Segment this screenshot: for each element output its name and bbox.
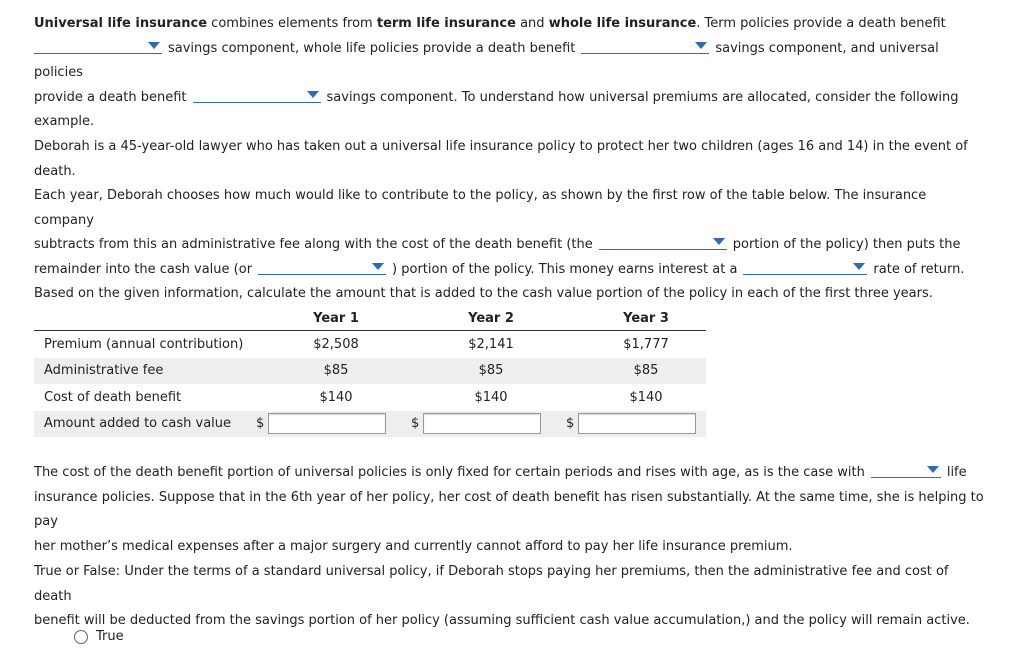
death-benefit-year2: $140: [474, 389, 508, 405]
table-header-spacer: [566, 306, 586, 331]
scenario-text: rate of return.: [873, 261, 965, 277]
intro-text: savings component, whole life policies provide a death benefit: [168, 40, 576, 56]
death-benefit-year1: $140: [319, 389, 353, 405]
policy-type-dropdown[interactable]: [871, 463, 941, 478]
chevron-down-icon: [927, 466, 939, 473]
death-benefit-portion-dropdown[interactable]: [599, 235, 727, 250]
whole-savings-dropdown[interactable]: [581, 39, 709, 54]
cash-value-portion-dropdown[interactable]: [258, 260, 386, 275]
intro-paragraph: [34, 12, 984, 135]
term-savings-dropdown[interactable]: [34, 39, 162, 54]
table-header-blank: [34, 306, 256, 331]
table-row: [34, 358, 706, 385]
intro-text: provide a death benefit: [34, 89, 187, 105]
followup-text: life: [946, 465, 967, 480]
cash-value-input-year1[interactable]: [268, 413, 386, 434]
row-label-death-benefit: Cost of death benefit: [44, 389, 182, 405]
followup-text: The cost of the death benefit portion of universal policies is only fixed for certain periods and rises with age, as is the case with: [34, 465, 865, 480]
chevron-down-icon: [372, 263, 384, 270]
scenario-text: Each year, Deborah chooses how much would like to contribute to the policy, as shown by the first row of the table below. The insurance company: [34, 188, 927, 228]
table-header-gap: [396, 306, 411, 331]
scenario-paragraph: [34, 135, 984, 307]
table-header-spacer: [411, 306, 431, 331]
table-header-year2: Year 2: [431, 306, 551, 331]
question-paragraph: [34, 560, 984, 634]
table-header-spacer: [256, 306, 276, 331]
scenario-text: portion of the policy) then puts the: [732, 237, 961, 252]
chevron-down-icon: [713, 238, 725, 245]
table-header-year1: Year 1: [276, 306, 396, 331]
followup-paragraph: [34, 461, 984, 559]
intro-bold-universal: Universal life insurance: [34, 16, 208, 31]
intro-text: combines elements from: [207, 16, 377, 31]
rate-of-return-dropdown[interactable]: [743, 260, 867, 275]
question-text: benefit will be deducted from the savings portion of her policy (assuming sufficient cash value accumulation,) and the policy will remain active.: [34, 613, 970, 628]
intro-text: example.: [34, 114, 95, 129]
followup-text: insurance policies. Suppose that in the 6th year of her policy, her cost of death benefit has risen substantially. At the same time, she is helping to pay: [34, 489, 984, 529]
premium-year1: $2,508: [313, 336, 359, 352]
chevron-down-icon: [695, 42, 707, 49]
option-true[interactable]: [74, 629, 124, 644]
followup-text: her mother’s medical expenses after a major surgery and currently cannot afford to pay her life insurance premium.: [34, 538, 793, 554]
radio-button-true[interactable]: [74, 630, 88, 644]
question-text: True or False: Under the terms of a standard universal policy, if Deborah stops paying her premiums, then the administrative fee and cost of death: [34, 564, 949, 604]
table-row: [34, 384, 706, 411]
admin-fee-year1: $85: [276, 358, 396, 385]
currency-symbol: $: [411, 416, 420, 432]
premium-allocation-table: [34, 306, 706, 437]
intro-bold-term: term life insurance: [376, 16, 516, 31]
scenario-text: subtracts from this an administrative fee along with the cost of the death benefit (the: [34, 237, 593, 252]
row-label-admin-fee: Administrative fee: [34, 358, 256, 385]
scenario-text: Deborah is a 45-year-old lawyer who has taken out a universal life insurance policy to protect her two children (ages 16 and 14) in the event of death.: [34, 139, 968, 179]
cash-value-input-year3[interactable]: [578, 413, 696, 434]
scenario-text: Based on the given information, calculate the amount that is added to the cash value portion of the policy in each of the first three years.: [34, 286, 933, 301]
chevron-down-icon: [307, 91, 319, 98]
currency-symbol: $: [566, 416, 575, 432]
intro-text: savings component. To understand how universal premiums are allocated, consider the following: [326, 89, 959, 105]
premium-year3: $1,777: [623, 336, 669, 352]
admin-fee-year3: $85: [586, 358, 706, 385]
chevron-down-icon: [148, 42, 160, 49]
row-label-cash-value: Amount added to cash value: [34, 411, 256, 438]
currency-symbol: $: [256, 416, 265, 432]
table-header-row: [34, 306, 706, 331]
premium-year2: $2,141: [468, 336, 514, 352]
intro-text: . Term policies provide a death benefit: [696, 16, 946, 31]
row-label-premium: Premium (annual contribution): [44, 336, 244, 352]
universal-savings-dropdown[interactable]: [193, 88, 321, 103]
table-header-gap: [551, 306, 566, 331]
table-header-year3: Year 3: [586, 306, 706, 331]
table-row: [34, 411, 706, 438]
option-true-label: True: [96, 629, 124, 644]
death-benefit-year3: $140: [629, 389, 663, 405]
table-row: [34, 331, 706, 358]
scenario-text: remainder into the cash value (or: [34, 261, 253, 277]
intro-text: savings component, and universal policies: [34, 40, 939, 80]
chevron-down-icon: [853, 263, 865, 270]
scenario-text: ) portion of the policy. This money earns interest at a: [392, 261, 738, 277]
cash-value-input-year2[interactable]: [423, 413, 541, 434]
intro-text: and: [515, 16, 549, 31]
admin-fee-year2: $85: [431, 358, 551, 385]
intro-bold-whole: whole life insurance: [548, 16, 697, 31]
